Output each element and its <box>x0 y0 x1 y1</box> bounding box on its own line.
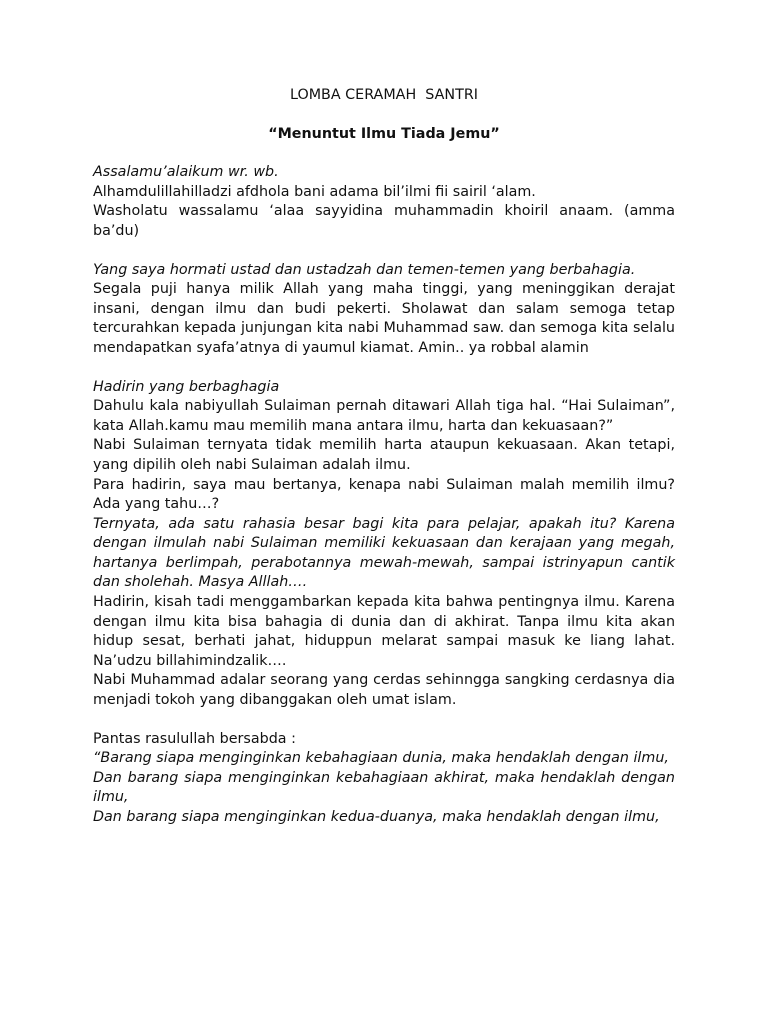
praise-paragraph: Segala puji hanya milik Allah yang maha tinggi, yang meninggikan derajat insani, dengan ilmu dan budi pekerti. Sholawat dan salam semoga tetap tercurahkan kepada junjungan kita nabi Muhammad saw. dan semoga kita selalu mendapatkan syafa’atnya di yaumul kiamat. Amin.. ya robbal alamin <box>93 281 675 356</box>
audience-paragraph: Hadirin yang berbaghagia <box>93 378 280 395</box>
respect-paragraph: Yang saya hormati ustad dan ustadzah dan temen-temen yang berbahagia. <box>93 261 636 278</box>
paragraph-gap <box>93 359 675 378</box>
question-paragraph: Para hadirin, saya mau bertanya, kenapa nabi Sulaiman malah memilih ilmu? Ada yang tahu…? <box>93 476 675 513</box>
opening-paragraph-2: Washolatu wassalamu ‘alaa sayyidina muhammadin khoiril anaam. (amma ba’du) <box>93 203 675 239</box>
hadith-line-3: Dan barang siapa menginginkan kedua-duanya, maka hendaklah dengan ilmu, <box>93 809 660 825</box>
muhammad-paragraph: Nabi Muhammad adalar seorang yang cerdas sehinngga sangking cerdasnya dia menjadi tokoh yang dibanggakan oleh umat islam. <box>93 672 675 709</box>
story-paragraph-2: Nabi Sulaiman ternyata tidak memilih harta ataupun kekuasaan. Akan tetapi, yang dipilih oleh nabi Sulaiman adalah ilmu. <box>93 437 675 473</box>
lesson-paragraph: Hadirin, kisah tadi menggambarkan kepada kita bahwa pentingnya ilmu. Karena dengan ilmu kita bisa bahagia di dunia dan di akhirat. Tanpa ilmu kita akan hidup sesat, berhati jahat, hiduppun melarat sampai masuk ke liang lahat. Na’udzu billahimindzalik…. <box>93 594 675 669</box>
opening-paragraph-1: Alhamdulillahilladzi afdhola bani adama bil’ilmi fii sairil ‘alam. <box>93 183 536 200</box>
greeting-paragraph: Assalamu’alaikum wr. wb. <box>93 164 279 181</box>
hadith-intro: Pantas rasulullah bersabda : <box>93 730 296 747</box>
document-subtitle: “Menuntut Ilmu Tiada Jemu” <box>268 125 500 142</box>
paragraph-gap <box>93 242 675 261</box>
paragraph-gap <box>93 711 675 730</box>
answer-paragraph: Ternyata, ada satu rahasia besar bagi kita para pelajar, apakah itu? Karena dengan ilmulah nabi Sulaiman memiliki kekuasaan dan kerajaan yang megah, hartanya berlimpah, perabotannya mewah-mewah, sampai istrinyapun cantik dan sholehah. Masya Alllah…. <box>93 515 675 591</box>
hadith-line-2: Dan barang siapa menginginkan kebahagiaan akhirat, maka hendaklah dengan ilmu, <box>93 769 675 806</box>
story-paragraph-1: Dahulu kala nabiyullah Sulaiman pernah ditawari Allah tiga hal. “Hai Sulaiman”, kata Allah.kamu mau memilih mana antara ilmu, harta dan kekuasaan?” <box>93 398 675 434</box>
hadith-line-1: “Barang siapa menginginkan kebahagiaan dunia, maka hendaklah dengan ilmu, <box>93 750 669 767</box>
document-content <box>93 86 675 828</box>
document-title: LOMBA CERAMAH SANTRI <box>290 87 478 103</box>
